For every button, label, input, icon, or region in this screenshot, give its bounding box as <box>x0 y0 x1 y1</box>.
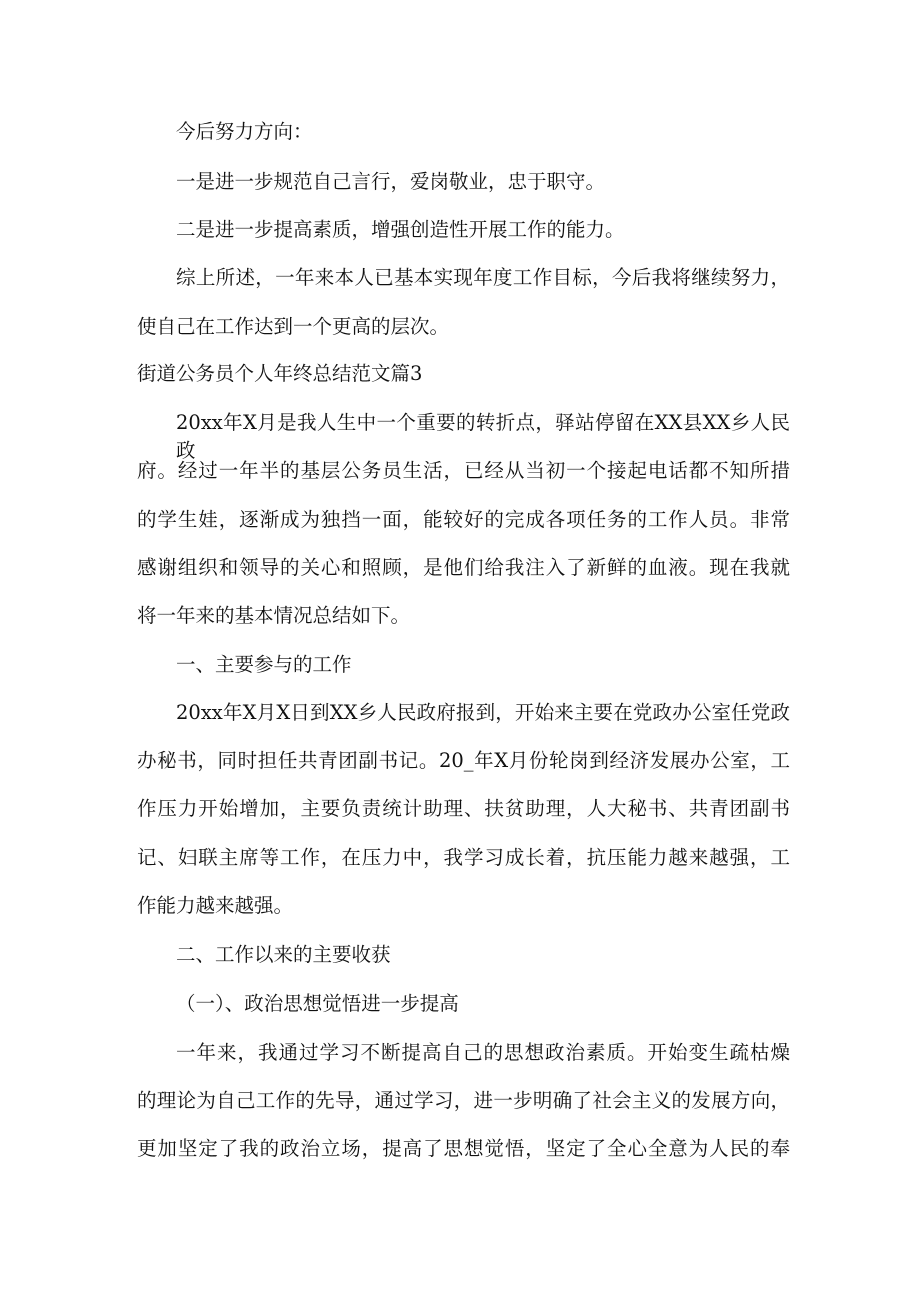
paragraph-intro-line: 感谢组织和领导的关心和照顾，是他们给我注入了新鲜的血液。现在我就 <box>137 556 790 579</box>
paragraph-work-line: 20xx年X月X日到XX乡人民政府报到，开始来主要在党政办公室任党政 <box>176 701 790 724</box>
paragraph-summary-line: 使自己在工作达到一个更高的层次。 <box>137 315 450 338</box>
paragraph-study-line: 一年来，我通过学习不断提高自己的思想政治素质。开始变生疏枯燥 <box>176 1041 790 1064</box>
section-title: 街道公务员个人年终总结范文篇3 <box>137 362 423 385</box>
subheading-political-awareness: （一）、政治思想觉悟进一步提高 <box>176 992 459 1015</box>
subheading-main-work: 一、主要参与的工作 <box>176 653 352 676</box>
paragraph-future-direction-heading: 今后努力方向： <box>176 120 313 143</box>
paragraph-study-line: 更加坚定了我的政治立场，提高了思想觉悟，坚定了全心全意为人民的奉 <box>137 1137 790 1160</box>
subheading-main-gains: 二、工作以来的主要收获 <box>176 943 391 966</box>
paragraph-intro-line: 将一年来的基本情况总结如下。 <box>137 604 411 627</box>
paragraph-study-line: 的理论为自己工作的先导，通过学习，进一步明确了社会主义的发展方向， <box>137 1089 790 1112</box>
paragraph-intro-line: 20xx年X月是我人生中一个重要的转折点，驿站停留在XX县XX乡人民政 <box>176 411 790 462</box>
paragraph-summary-line: 综上所述，一年来本人已基本实现年度工作目标，今后我将继续努力， <box>176 266 790 289</box>
paragraph-work-line: 办秘书，同时担任共青团副书记。20_年X月份轮岗到经济发展办公室，工 <box>137 749 790 772</box>
paragraph-work-line: 作压力开始增加，主要负责统计助理、扶贫助理，人大秘书、共青团副书 <box>137 797 790 820</box>
paragraph-point-one: 一是进一步规范自己言行，爱岗敬业，忠于职守。 <box>176 170 606 193</box>
paragraph-work-line: 记、妇联主席等工作，在压力中，我学习成长着，抗压能力越来越强，工 <box>137 846 790 869</box>
paragraph-work-line: 作能力越来越强。 <box>137 894 294 917</box>
paragraph-intro-line: 府。经过一年半的基层公务员生活，已经从当初一个接起电话都不知所措 <box>137 459 790 482</box>
paragraph-point-two: 二是进一步提高素质，增强创造性开展工作的能力。 <box>176 218 625 241</box>
paragraph-intro-line: 的学生娃，逐渐成为独挡一面，能较好的完成各项任务的工作人员。非常 <box>137 508 790 531</box>
